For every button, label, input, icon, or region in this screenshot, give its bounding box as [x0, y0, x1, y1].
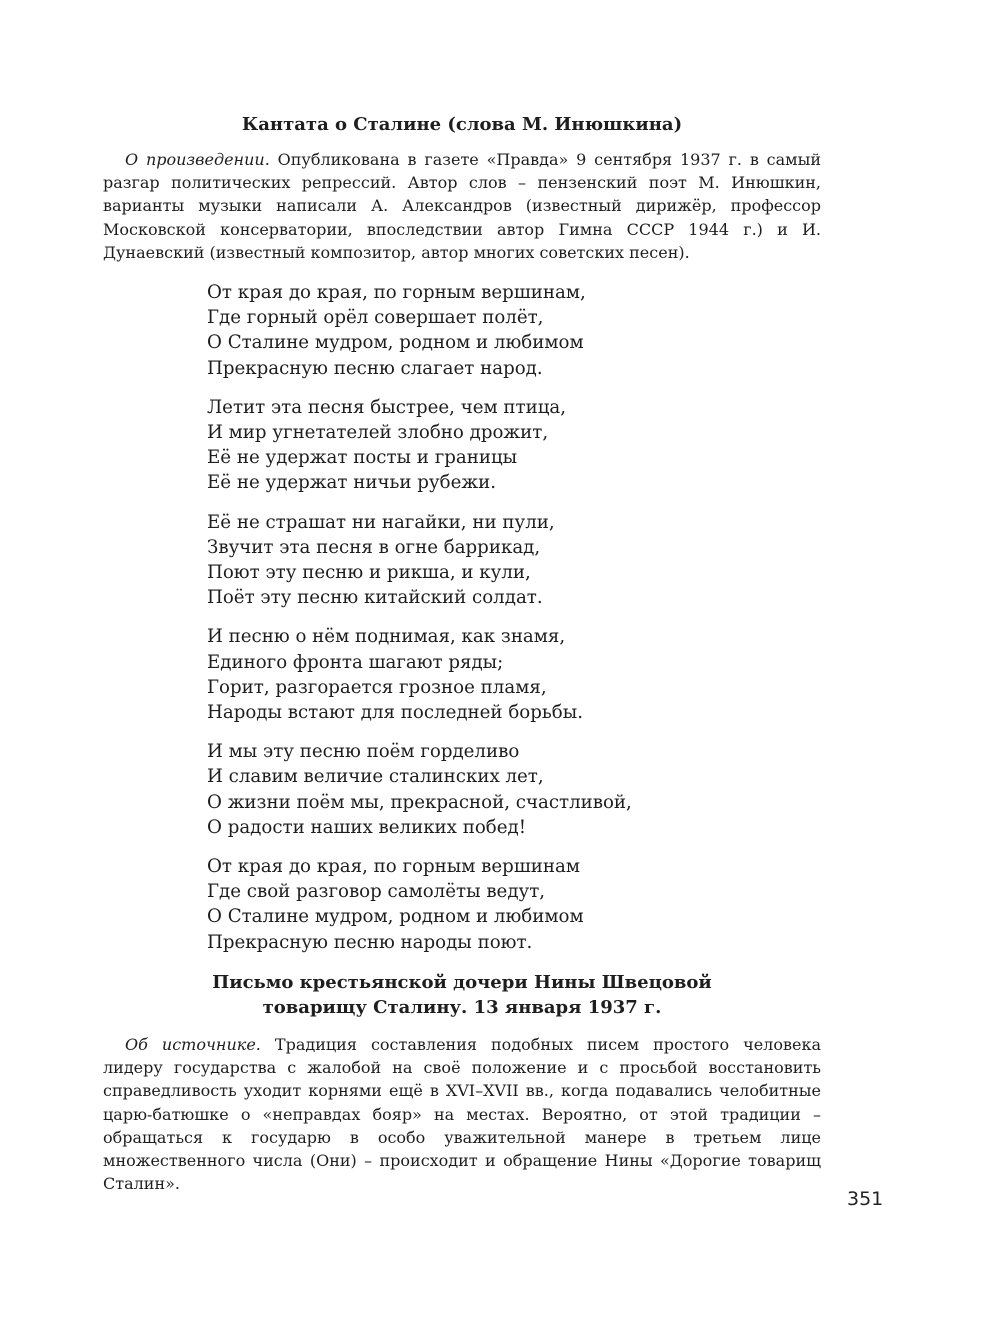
poem-line: О жизни поём мы, прекрасной, счастливой,	[207, 791, 632, 813]
poem-line: Летит эта песня быстрее, чем птица,	[207, 396, 567, 418]
poem-line: От края до края, по горным вершинам	[207, 856, 580, 878]
poem-line: О Сталине мудром, родном и любимом	[207, 906, 584, 928]
stanza	[207, 854, 821, 955]
poem-line: И мир угнетателей злобно дрожит,	[207, 422, 549, 444]
section-title-2	[103, 970, 821, 1020]
poem-line: И мы эту песню поём горделиво	[207, 741, 520, 763]
poem-line: Прекрасную песню слагает народ.	[207, 357, 543, 379]
poem	[207, 280, 821, 955]
poem-line: Её не удержат посты и границы	[207, 447, 518, 469]
source-text: Традиция составления подобных писем простого человека лидеру государства с жалобой на своё положение и с просьбой восстановить справедливость уходит корнями ещё в XVI–XVII вв., когда подавались челобитные царю-батюшке о «неправдах бояр» на местах. Вероятно, от этой традиции – обращаться к государю в особо уважительной манере в третьем лице множественного числа (Они) – происходит и обращение Нины «Дорогие товарищ Сталин».	[103, 1034, 821, 1194]
poem-line: Прекрасную песню народы поют.	[207, 931, 533, 953]
page-number: 351	[847, 1188, 884, 1210]
poem-line: Поют эту песню и рикша, и кули,	[207, 562, 531, 584]
poem-line: Поёт эту песню китайский солдат.	[207, 587, 543, 609]
poem-line: О радости наших великих побед!	[207, 816, 527, 838]
stanza	[207, 280, 821, 381]
poem-line: Её не удержат ничьи рубежи.	[207, 472, 496, 494]
section-title-2-line1: Письмо крестьянской дочери Нины Швецовой	[212, 971, 712, 993]
poem-line: И песню о нём поднимая, как знамя,	[207, 626, 566, 648]
section-intro	[103, 148, 821, 264]
intro-text: Опубликована в газете «Правда» 9 сентября 1937 г. в самый разгар политических репрессий. Автор слов – пензенский поэт М. Инюшкин, варианты музыки написали А. Александров (известный дирижёр, профессор Московской консерватории, впоследствии автор Гимна СССР 1944 г.) и И. Дунаевский (известный композитор, автор многих советских песен).	[103, 150, 822, 262]
page-body	[103, 112, 821, 1195]
stanza	[207, 510, 821, 611]
intro-lead: О произведении.	[125, 150, 270, 169]
section-title-2-line2: товарищу Сталину. 13 января 1937 г.	[262, 996, 662, 1018]
source-lead: Об источнике.	[125, 1034, 261, 1054]
poem-line: Горит, разгорается грозное пламя,	[207, 676, 547, 698]
poem-line: И славим величие сталинских лет,	[207, 766, 544, 788]
poem-line: Народы встают для последней борьбы.	[207, 702, 583, 724]
poem-line: Её не страшат ни нагайки, ни пули,	[207, 511, 555, 533]
poem-line: Звучит эта песня в огне баррикад,	[207, 536, 541, 558]
poem-line: От края до края, по горным вершинам,	[207, 282, 586, 304]
poem-line: Где горный орёл совершает полёт,	[207, 307, 544, 329]
section-title: Кантата о Сталине (слова М. Инюшкина)	[241, 114, 683, 135]
poem-line: Единого фронта шагают ряды;	[207, 651, 504, 673]
stanza	[207, 624, 821, 725]
poem-line: О Сталине мудром, родном и любимом	[207, 332, 584, 354]
stanza	[207, 739, 821, 840]
stanza	[207, 395, 821, 496]
source-intro	[103, 1033, 821, 1195]
poem-line: Где свой разговор самолёты ведут,	[207, 881, 546, 903]
